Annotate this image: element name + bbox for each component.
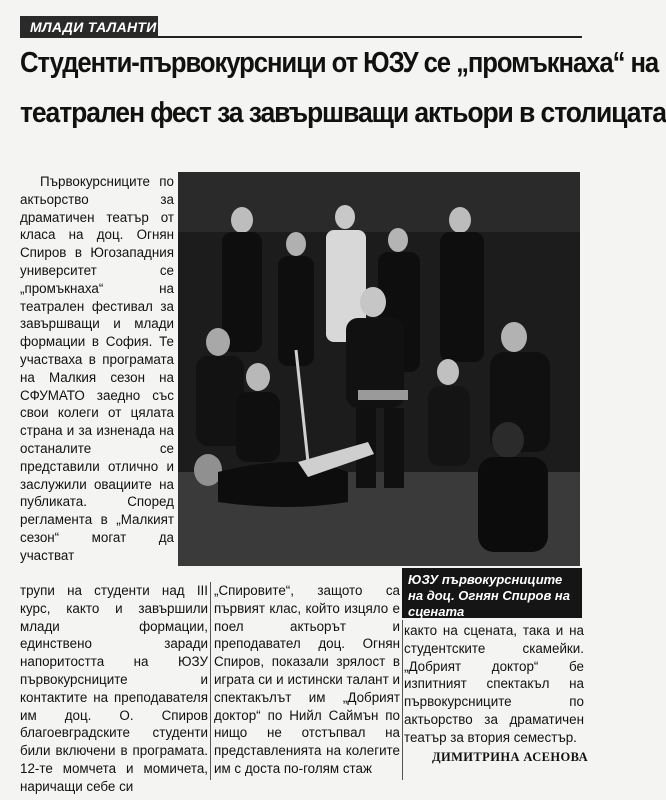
article-column-3 <box>214 582 400 778</box>
body-text-col3: „Спировите“, защото са първият клас, който изцяло е поел актьорът и преподавател доц. Огнян Спиров, показали зрялост в играта си и истински талант и спектакълът им „Добрият доктор“ по Нийл Саймън по нищо не отстъпвал на представленията на колегите им с доста по-голям стаж <box>214 583 400 776</box>
photo-illustration <box>178 172 580 566</box>
body-text-col4: както на сцената, така и на студентските скамейки. „Добрият доктор“ бе изпитният спектакъл на първокурсниците по актьорство за драматичен театър за втория семестър. <box>404 623 584 745</box>
article-column-2 <box>20 582 208 796</box>
article-headline <box>20 44 666 132</box>
body-text-col2: трупи на студенти над III курс, както и завършили млади формации, единствено заради напоритостта на ЮЗУ първокурсниците и контактите на преподавателя им доц. О. Спиров благоевградските студенти били включени в програмата. 12-те момчета и момичета, наричащи себе си <box>20 583 208 794</box>
section-rubric: МЛАДИ ТАЛАНТИ <box>20 16 158 38</box>
column-divider <box>210 582 211 780</box>
column-divider <box>402 620 403 780</box>
rubric-rule <box>158 36 582 38</box>
body-text-col1: Първокурсниците по актьорство за драматичен театър от класа на доц. Огнян Спиров в Югозападния университет се „промъкнаха“ на театрален фестивал за завършващи и млади формации в София. Те участваха в програмата на Малкия сезон на СФУМАТО заедно със свои колеги от цялата страна и за изненада на останалите се представили отлично и заслужили овациите на публиката. Според регламента в „Малкият сезон“ могат да участват <box>20 174 174 563</box>
stage-photo <box>178 172 580 566</box>
article-column-1 <box>20 173 174 565</box>
headline-line-2: театрален фест за завършващи актьори в столицата <box>20 97 666 129</box>
photo-caption: ЮЗУ първокурсниците на доц. Огнян Спиров на сцената <box>402 568 582 618</box>
author-byline: ДИМИТРИНА АСЕНОВА <box>431 750 588 764</box>
article-column-4 <box>404 622 584 747</box>
headline-line-1: Студенти-първокурсници от ЮЗУ се „промъкнаха“ на <box>20 47 659 79</box>
